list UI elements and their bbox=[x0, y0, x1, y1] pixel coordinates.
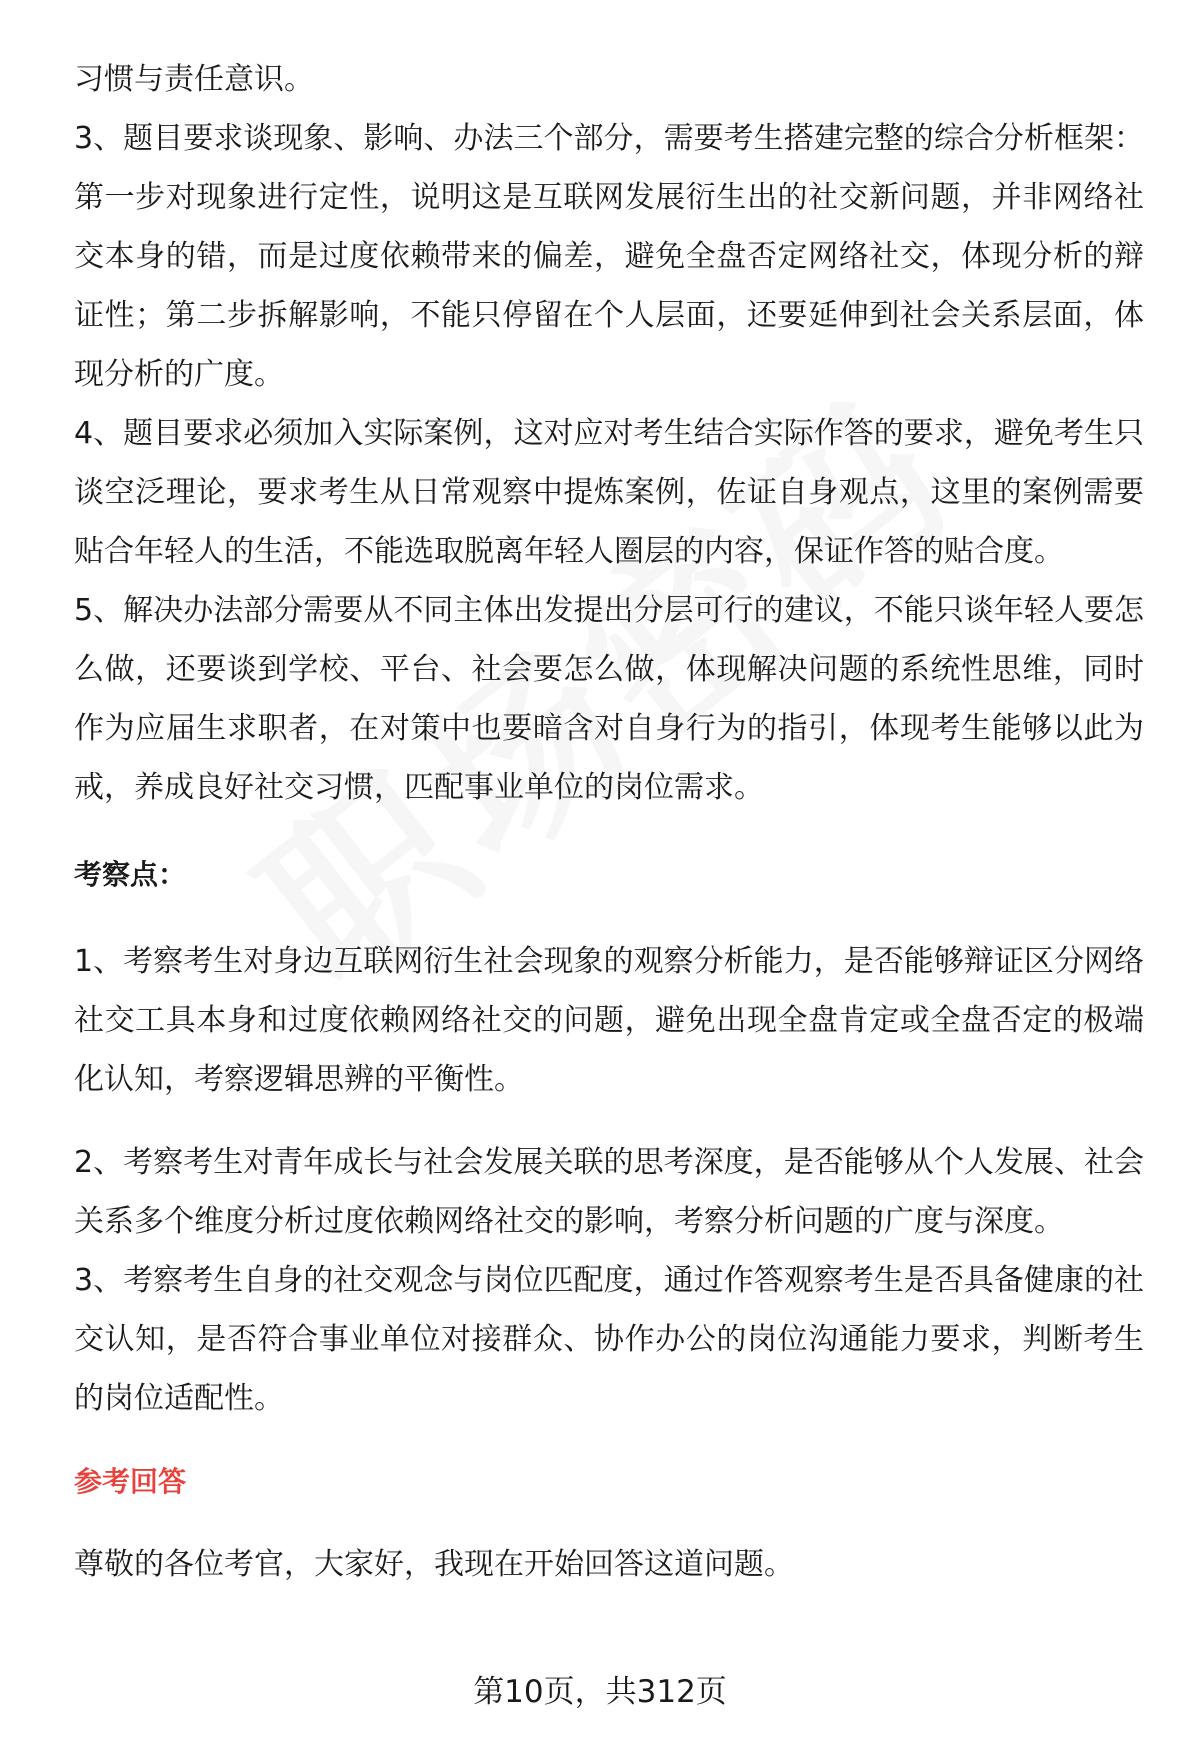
cankao-answer-text: 尊敬的各位考官，大家好，我现在开始回答这道问题。 bbox=[74, 1547, 794, 1582]
cankao-heading: 参考回答 bbox=[74, 1465, 187, 1498]
document-page bbox=[74, 50, 1144, 1594]
paragraph-continuation: 习惯与责任意识。 bbox=[74, 62, 314, 97]
paragraph-point-5: 5、解决办法部分需要从不同主体出发提出分层可行的建议，不能只谈年轻人要怎么做，还要谈到学校、平台、社会要怎么做，体现解决问题的系统性思维，同时作为应届生求职者，在对策中也要暗含对自身行为的指引，体现考生能够以此为戒，养成良好社交习惯，匹配事业单位的岗位需求。 bbox=[74, 593, 1144, 805]
paragraph-point-4: 4、题目要求必须加入实际案例，这对应对考生结合实际作答的要求，避免考生只谈空泛理论，要求考生从日常观察中提炼案例，佐证自身观点，这里的案例需要贴合年轻人的生活，不能选取脱离年轻人圈层的内容，保证作答的贴合度。 bbox=[74, 416, 1144, 569]
kaochadian-item-1: 1、考察考生对身边互联网衍生社会现象的观察分析能力，是否能够辩证区分网络社交工具本身和过度依赖网络社交的问题，避免出现全盘肯定或全盘否定的极端化认知，考察逻辑思辨的平衡性。 bbox=[74, 944, 1144, 1097]
page-number-footer: 第10页，共312页 bbox=[473, 1674, 727, 1710]
kaochadian-item-2: 2、考察考生对青年成长与社会发展关联的思考深度，是否能够从个人发展、社会关系多个维度分析过度依赖网络社交的影响，考察分析问题的广度与深度。 bbox=[74, 1145, 1144, 1239]
paragraph-point-3: 3、题目要求谈现象、影响、办法三个部分，需要考生搭建完整的综合分析框架：第一步对现象进行定性，说明这是互联网发展衍生出的社交新问题，并非网络社交本身的错，而是过度依赖带来的偏差，避免全盘否定网络社交，体现分析的辩证性；第二步拆解影响，不能只停留在个人层面，还要延伸到社会关系层面，体现分析的广度。 bbox=[74, 121, 1144, 392]
kaochadian-item-3: 3、考察考生自身的社交观念与岗位匹配度，通过作答观察考生是否具备健康的社交认知，是否符合事业单位对接群众、协作办公的岗位沟通能力要求，判断考生的岗位适配性。 bbox=[74, 1263, 1144, 1416]
kaochadian-heading: 考察点： bbox=[74, 858, 187, 891]
